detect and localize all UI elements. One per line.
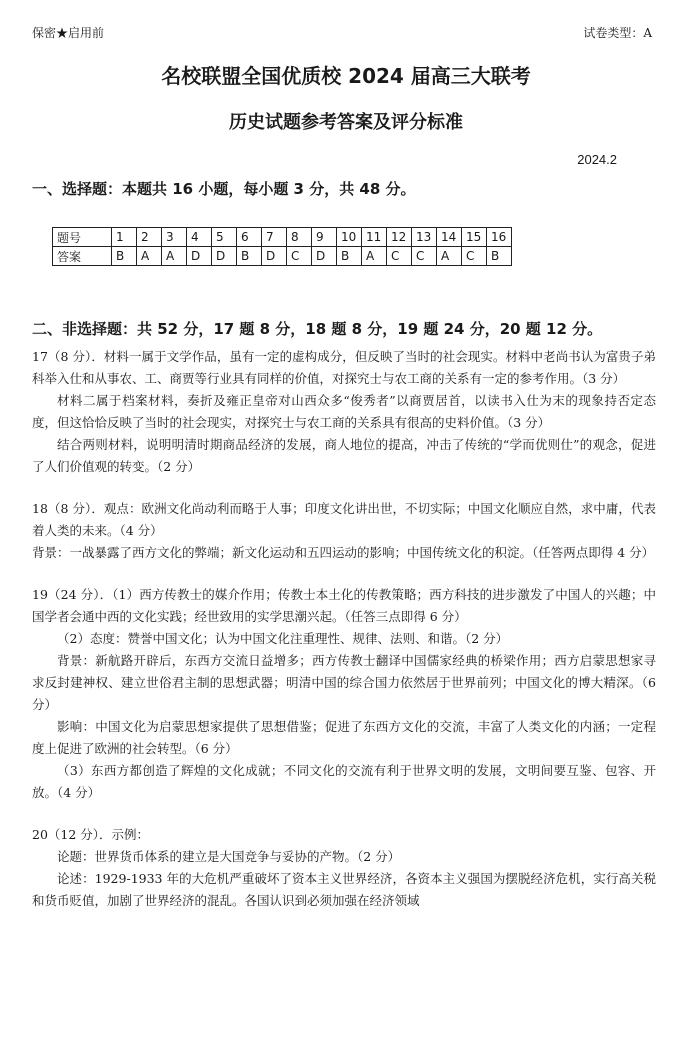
question-number: 9	[312, 228, 337, 247]
question-number: 7	[262, 228, 287, 247]
answer-cell: B	[337, 247, 362, 266]
q19-paragraph: （3）东西方都创造了辉煌的文化成就；不同文化的交流有利于世界文明的发展，文明间要互鉴、包容、开放。（4 分）	[32, 763, 656, 800]
answer-cell: B	[112, 247, 137, 266]
answer-cell: C	[387, 247, 412, 266]
row-label-number: 题号	[53, 228, 112, 247]
answer-cell: A	[137, 247, 162, 266]
question-number: 14	[437, 228, 462, 247]
q19-paragraph: 背景：新航路开辟后，东西方交流日益增多；西方传教士翻译中国儒家经典的桥梁作用；西方启蒙思想家寻求反封建神权、建立世俗君主制的思想武器；明清中国的综合国力依然居于世界前列；中国文化的博大精深。（6 分）	[32, 653, 656, 712]
q18-paragraph: 背景：一战暴露了西方文化的弊端；新文化运动和五四运动的影响；中国传统文化的积淀。（任答两点即得 4 分）	[32, 545, 655, 560]
answer-cell: D	[187, 247, 212, 266]
q17-paragraph: 材料二属于档案材料，奏折及雍正皇帝对山西众多“俊秀者”以商贾居首，以读书入仕为末的现象持否定态度，但这恰恰反映了当时的社会现实，对探究士与农工商的关系具有很高的史料价值。（3 分）	[32, 393, 656, 430]
paper-type-label: 试卷类型：A	[583, 26, 652, 40]
question-number: 16	[487, 228, 512, 247]
q20-paragraph: 论题：世界货币体系的建立是大国竞争与妥协的产物。（2 分）	[57, 849, 401, 864]
question-number: 10	[337, 228, 362, 247]
answer-cell: A	[437, 247, 462, 266]
answer-cell: A	[362, 247, 387, 266]
question-number: 12	[387, 228, 412, 247]
q19-paragraph: （2）态度：赞誉中国文化；认为中国文化注重理性、规律、法则、和谐。（2 分）	[57, 631, 509, 646]
question-number: 5	[212, 228, 237, 247]
answer-cell: D	[312, 247, 337, 266]
answer-table	[52, 227, 512, 266]
q20-paragraph: 论述：1929-1933 年的大危机严重破坏了资本主义世界经济，各资本主义强国为摆脱经济危机，实行高关税和货币贬值，加剧了世界经济的混乱。各国认识到必须加强在经济领域	[32, 871, 656, 908]
question-number: 13	[412, 228, 437, 247]
answer-cell: D	[212, 247, 237, 266]
section-1-heading: 一、选择题：本题共 16 小题，每小题 3 分，共 48 分。	[32, 180, 416, 198]
q17-paragraph: 结合两则材料，说明明清时期商品经济的发展，商人地位的提高，冲击了传统的“学而优则仕”的观念，促进了人们价值观的转变。（2 分）	[32, 437, 656, 474]
question-number: 2	[137, 228, 162, 247]
answer-cell: A	[162, 247, 187, 266]
answer-cell: C	[462, 247, 487, 266]
document-date: 2024.2	[577, 152, 617, 167]
answer-cell: C	[287, 247, 312, 266]
q17-paragraph: 17（8 分）．材料一属于文学作品，虽有一定的虚构成分，但反映了当时的社会现实。材料中老尚书认为富贵子弟科举入仕和从事农、工、商贾等行业具有同样的价值，对探究士与农工商的关系有一定的参考作用。（3 分）	[32, 349, 656, 386]
answer-table-answer-row	[53, 247, 512, 266]
q20-paragraph: 20（12 分）．示例：	[32, 827, 150, 842]
question-number: 4	[187, 228, 212, 247]
answer-cell: C	[412, 247, 437, 266]
document-title: 名校联盟全国优质校 2024 届高三大联考	[161, 64, 531, 88]
question-number: 3	[162, 228, 187, 247]
answer-table-number-row	[53, 228, 512, 247]
q18-paragraph: 18（8 分）．观点：欧洲文化尚动利而略于人事；印度文化讲出世，不切实际；中国文化顺应自然，求中庸，代表着人类的未来。（4 分）	[32, 501, 656, 538]
answer-cell: B	[487, 247, 512, 266]
document-subtitle: 历史试题参考答案及评分标准	[229, 112, 463, 133]
answer-cell: B	[237, 247, 262, 266]
question-number: 11	[362, 228, 387, 247]
confidential-label: 保密★启用前	[32, 26, 105, 40]
question-number: 8	[287, 228, 312, 247]
answer-body	[32, 346, 656, 912]
question-number: 1	[112, 228, 137, 247]
q19-paragraph: 影响：中国文化为启蒙思想家提供了思想借鉴；促进了东西方文化的交流，丰富了人类文化的内涵；一定程度上促进了欧洲的社会转型。（6 分）	[32, 719, 656, 756]
section-2-heading: 二、非选择题：共 52 分，17 题 8 分，18 题 8 分，19 题 24 分，20 题 12 分。	[32, 320, 603, 338]
q19-paragraph: 19（24 分）．（1）西方传教士的媒介作用；传教士本土化的传教策略；西方科技的进步激发了中国人的兴趣；中国学者会通中西的文化实践；经世致用的实学思潮兴起。（任答三点即得 6 分）	[32, 587, 656, 624]
answer-cell: D	[262, 247, 287, 266]
question-number: 6	[237, 228, 262, 247]
row-label-answer: 答案	[53, 247, 112, 266]
question-number: 15	[462, 228, 487, 247]
